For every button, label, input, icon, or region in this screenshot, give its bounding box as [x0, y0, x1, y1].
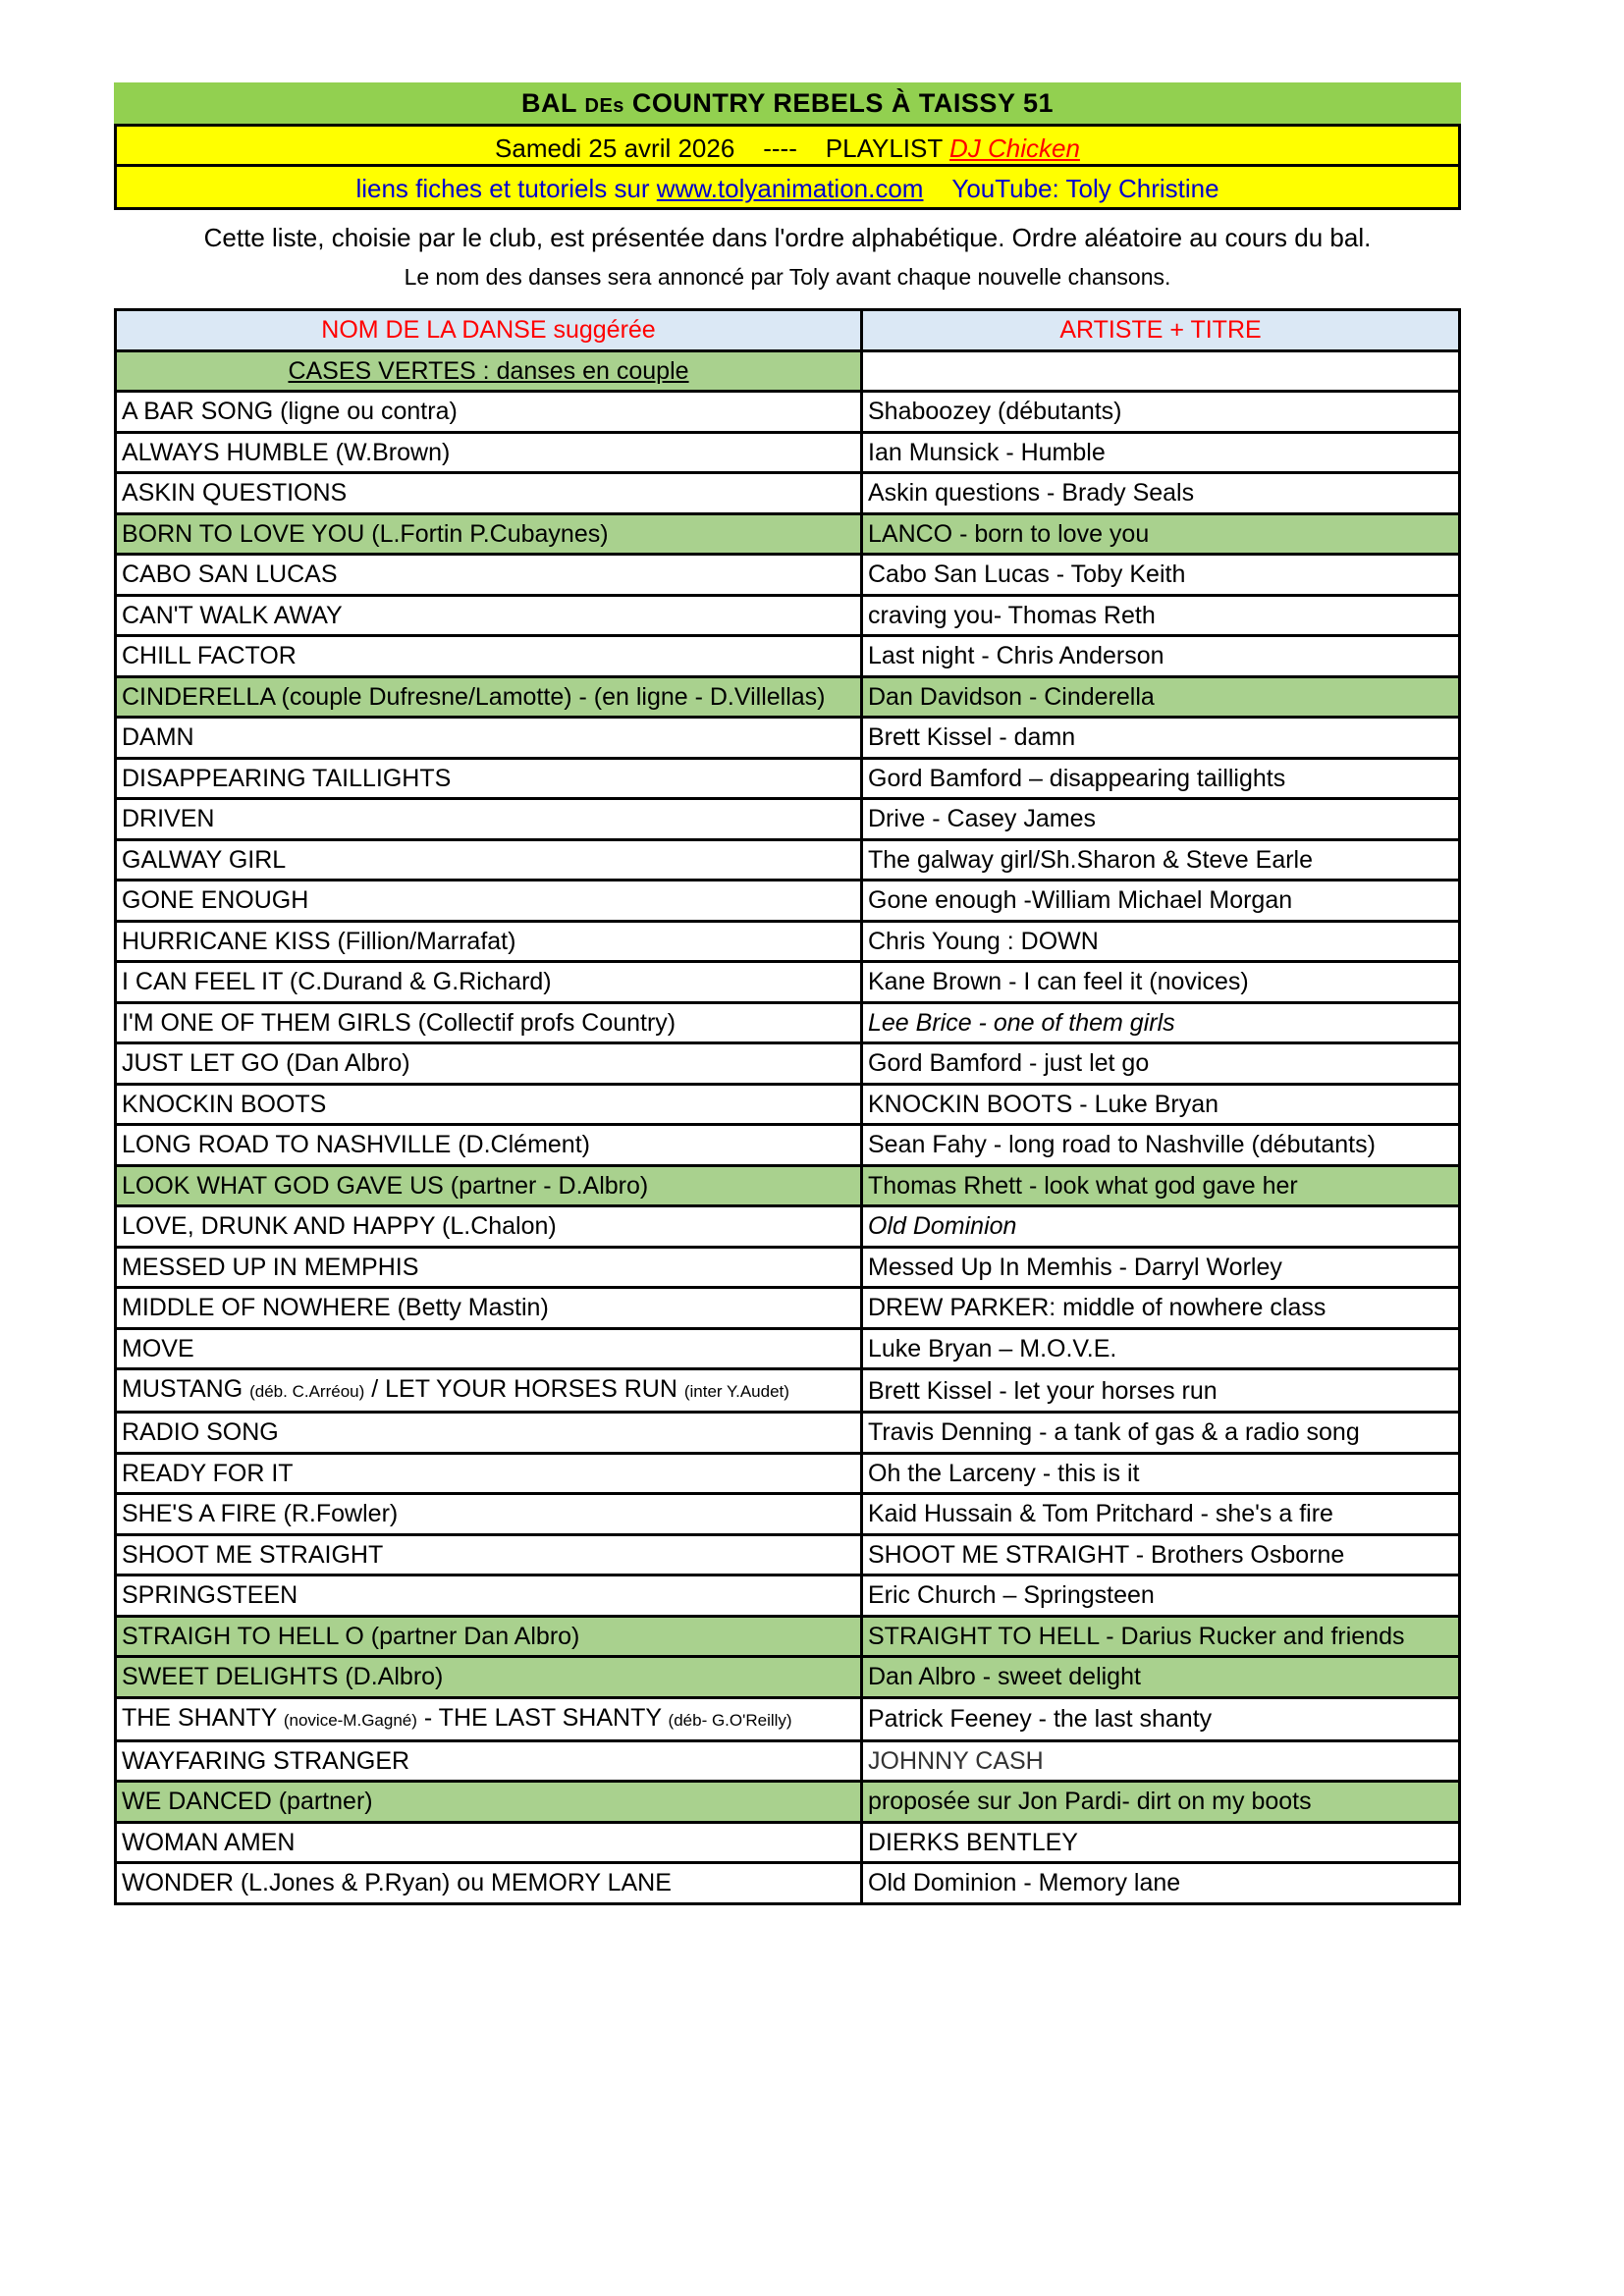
artist-title: Travis Denning - a tank of gas & a radio song	[868, 1418, 1360, 1447]
dance-name-cell	[116, 921, 862, 962]
artist-title-cell	[862, 1413, 1460, 1454]
website-link[interactable]: www.tolyanimation.com	[656, 174, 924, 203]
artist-title: Chris Young : DOWN	[868, 927, 1099, 955]
dance-name: MESSED UP IN MEMPHIS	[122, 1253, 419, 1281]
artist-title-cell	[862, 392, 1460, 433]
event-title	[114, 82, 1461, 124]
dance-name-cell	[116, 1494, 862, 1535]
table-row	[116, 1165, 1460, 1206]
dance-name-cell	[116, 758, 862, 799]
dance-name-cell	[116, 839, 862, 881]
artist-title-cell	[862, 1165, 1460, 1206]
dance-name: SWEET DELIGHTS (D.Albro)	[122, 1663, 444, 1691]
dance-name-cell	[116, 1206, 862, 1248]
table-row	[116, 799, 1460, 840]
table-header-row	[116, 310, 1460, 351]
dance-name: MIDDLE OF NOWHERE (Betty Mastin)	[122, 1294, 549, 1322]
artist-title-cell	[862, 555, 1460, 596]
dance-name-cell	[116, 1697, 862, 1740]
artist-title-cell	[862, 1697, 1460, 1740]
artist-title-cell	[862, 636, 1460, 677]
dance-alt-name: - THE LAST SHANTY	[416, 1703, 669, 1732]
title-post: COUNTRY REBELS À TAISSY 51	[623, 88, 1054, 118]
dance-name-cell	[116, 1534, 862, 1575]
artist-title: Eric Church – Springsteen	[868, 1581, 1155, 1610]
dance-name: WE DANCED (partner)	[122, 1788, 373, 1816]
dance-name: WAYFARING STRANGER	[122, 1746, 410, 1775]
dance-name: ALWAYS HUMBLE (W.Brown)	[122, 438, 451, 466]
artist-title-cell	[862, 1822, 1460, 1863]
dance-name: I'M ONE OF THEM GIRLS (Collectif profs Country)	[122, 1008, 677, 1037]
dance-alt-name: / LET YOUR HORSES RUN	[364, 1375, 684, 1403]
artist-title-cell	[862, 1534, 1460, 1575]
dance-name-cell	[116, 636, 862, 677]
artist-title: Last night - Chris Anderson	[868, 642, 1164, 670]
artist-title-cell	[862, 758, 1460, 799]
playlist-page	[114, 82, 1461, 1905]
dance-name-cell	[116, 1657, 862, 1698]
table-row	[116, 1125, 1460, 1166]
dance-choreographer-alt: (inter Y.Audet)	[683, 1382, 789, 1401]
dance-name-cell	[116, 1043, 862, 1085]
artist-title-cell	[862, 799, 1460, 840]
dance-name: CINDERELLA (couple Dufresne/Lamotte) - (en ligne - D.Villellas)	[122, 682, 826, 711]
dance-name-cell	[116, 1863, 862, 1904]
table-row	[116, 1740, 1460, 1782]
dj-name: DJ Chicken	[949, 133, 1080, 163]
dance-name: A BAR SONG (ligne ou contra)	[122, 398, 458, 426]
artist-title-cell	[862, 1657, 1460, 1698]
table-row	[116, 1369, 1460, 1413]
artist-title-cell	[862, 432, 1460, 473]
table-row	[116, 758, 1460, 799]
artist-title: LANCO - born to love you	[868, 519, 1150, 548]
dance-name-cell	[116, 1740, 862, 1782]
table-row	[116, 1616, 1460, 1657]
dance-name: GALWAY GIRL	[122, 845, 287, 874]
artist-title: Brett Kissel - let your horses run	[868, 1376, 1218, 1405]
dance-name-cell	[116, 962, 862, 1003]
dance-name: WONDER (L.Jones & P.Ryan) ou MEMORY LANE	[122, 1869, 672, 1897]
artist-title: DREW PARKER: middle of nowhere class	[868, 1294, 1326, 1322]
dance-name: DAMN	[122, 723, 194, 752]
artist-title: Gord Bamford – disappearing taillights	[868, 764, 1286, 792]
table-row	[116, 1084, 1460, 1125]
artist-title: Shaboozey (débutants)	[868, 398, 1122, 426]
dance-choreographer: (déb. C.Arréou)	[249, 1382, 365, 1401]
col-header-artist: ARTISTE + TITRE	[862, 310, 1460, 351]
dance-name-cell	[116, 1247, 862, 1288]
dance-name: JUST LET GO (Dan Albro)	[122, 1049, 410, 1078]
dance-name: HURRICANE KISS (Fillion/Marrafat)	[122, 927, 516, 955]
links-prefix: liens fiches et tutoriels sur	[355, 174, 657, 203]
artist-title-cell	[862, 473, 1460, 514]
dance-name: DRIVEN	[122, 805, 215, 833]
artist-title-cell	[862, 1453, 1460, 1494]
table-row	[116, 962, 1460, 1003]
artist-title: Dan Albro - sweet delight	[868, 1663, 1141, 1691]
artist-title: Brett Kissel - damn	[868, 723, 1076, 752]
table-row	[116, 1822, 1460, 1863]
artist-title: Gone enough -William Michael Morgan	[868, 886, 1293, 915]
dance-name: GONE ENOUGH	[122, 886, 309, 915]
legend-empty-cell	[862, 350, 1460, 392]
table-row	[116, 392, 1460, 433]
artist-title-cell	[862, 1002, 1460, 1043]
green-legend: CASES VERTES : danses en couple	[116, 350, 862, 392]
dance-name: MOVE	[122, 1334, 194, 1362]
artist-title-cell	[862, 1206, 1460, 1248]
artist-title: proposée sur Jon Pardi- dirt on my boots	[868, 1788, 1312, 1816]
artist-title-cell	[862, 962, 1460, 1003]
table-row	[116, 513, 1460, 555]
dance-name-cell	[116, 676, 862, 718]
dance-name-cell	[116, 881, 862, 922]
dance-name-cell	[116, 1288, 862, 1329]
dance-name: CHILL FACTOR	[122, 642, 297, 670]
table-row	[116, 1453, 1460, 1494]
artist-title-cell	[862, 513, 1460, 555]
artist-title-cell	[862, 1740, 1460, 1782]
artist-title: STRAIGHT TO HELL - Darius Rucker and friends	[868, 1622, 1405, 1650]
date-playlist-band	[114, 124, 1461, 167]
artist-title: Oh the Larceny - this is it	[868, 1459, 1140, 1487]
separator: ----	[763, 133, 797, 163]
table-row	[116, 1782, 1460, 1823]
artist-title: craving you- Thomas Reth	[868, 601, 1156, 629]
table-row	[116, 1697, 1460, 1740]
table-row	[116, 1863, 1460, 1904]
artist-title-cell	[862, 1043, 1460, 1085]
artist-title: Old Dominion	[868, 1212, 1017, 1241]
dance-name-cell	[116, 392, 862, 433]
artist-title: Patrick Feeney - the last shanty	[868, 1705, 1213, 1733]
artist-title-cell	[862, 1288, 1460, 1329]
table-row	[116, 921, 1460, 962]
artist-title-cell	[862, 1369, 1460, 1413]
artist-title: Luke Bryan – M.O.V.E.	[868, 1334, 1117, 1362]
artist-title: Lee Brice - one of them girls	[868, 1008, 1175, 1037]
playlist-table	[114, 308, 1461, 1905]
col-header-dance: NOM DE LA DANSE suggérée	[116, 310, 862, 351]
table-row	[116, 718, 1460, 759]
table-row	[116, 839, 1460, 881]
event-date: Samedi 25 avril 2026	[495, 133, 735, 163]
artist-title: JOHNNY CASH	[868, 1746, 1044, 1775]
artist-title-cell	[862, 1782, 1460, 1823]
announce-note: Le nom des danses sera annoncé par Toly avant chaque nouvelle chansons.	[404, 264, 1171, 290]
artist-title: Kane Brown - I can feel it (novices)	[868, 968, 1249, 996]
dance-name-cell	[116, 1328, 862, 1369]
table-row	[116, 1328, 1460, 1369]
artist-title-cell	[862, 676, 1460, 718]
table-row	[116, 881, 1460, 922]
dance-name-cell	[116, 595, 862, 636]
dance-name-cell	[116, 1369, 862, 1413]
table-row	[116, 676, 1460, 718]
dance-name: SHOOT ME STRAIGHT	[122, 1540, 384, 1569]
artist-title: Gord Bamford - just let go	[868, 1049, 1150, 1078]
dance-name: STRAIGH TO HELL O (partner Dan Albro)	[122, 1622, 580, 1650]
dance-name-cell	[116, 1616, 862, 1657]
dance-name: BORN TO LOVE YOU (L.Fortin P.Cubaynes)	[122, 519, 609, 548]
artist-title: DIERKS BENTLEY	[868, 1828, 1078, 1856]
playlist-label: PLAYLIST	[825, 133, 943, 163]
dance-name-cell	[116, 432, 862, 473]
artist-title-cell	[862, 921, 1460, 962]
dance-name: CAN'T WALK AWAY	[122, 601, 343, 629]
dance-name: ASKIN QUESTIONS	[122, 479, 348, 507]
artist-title: Ian Munsick - Humble	[868, 438, 1106, 466]
title-pre: BAL	[520, 88, 585, 118]
table-row	[116, 1002, 1460, 1043]
dance-name-cell	[116, 718, 862, 759]
artist-title: KNOCKIN BOOTS - Luke Bryan	[868, 1090, 1219, 1118]
dance-name: KNOCKIN BOOTS	[122, 1090, 327, 1118]
dance-name: MUSTANG	[122, 1375, 244, 1403]
dance-name: CABO SAN LUCAS	[122, 561, 338, 589]
dance-name: SHE'S A FIRE (R.Fowler)	[122, 1500, 399, 1528]
dance-name-cell	[116, 1125, 862, 1166]
artist-title-cell	[862, 1616, 1460, 1657]
dance-name: READY FOR IT	[122, 1459, 294, 1487]
dance-choreographer-alt: (déb- G.O'Reilly)	[668, 1710, 792, 1730]
table-row	[116, 555, 1460, 596]
artist-title: Old Dominion - Memory lane	[868, 1869, 1181, 1897]
artist-title: Cabo San Lucas - Toby Keith	[868, 561, 1186, 589]
dance-name: SPRINGSTEEN	[122, 1581, 298, 1610]
table-row	[116, 1657, 1460, 1698]
artist-title-cell	[862, 1494, 1460, 1535]
artist-title-cell	[862, 595, 1460, 636]
artist-title: Drive - Casey James	[868, 805, 1096, 833]
dance-name: WOMAN AMEN	[122, 1828, 296, 1856]
links-band	[114, 167, 1461, 210]
dance-name-cell	[116, 1165, 862, 1206]
dance-name: RADIO SONG	[122, 1418, 279, 1447]
artist-title: Askin questions - Brady Seals	[868, 479, 1195, 507]
artist-title-cell	[862, 718, 1460, 759]
dance-name: LOOK WHAT GOD GAVE US (partner - D.Albro)	[122, 1171, 649, 1200]
dance-name: I CAN FEEL IT (C.Durand & G.Richard)	[122, 968, 552, 996]
dance-name-cell	[116, 513, 862, 555]
dance-name-cell	[116, 1084, 862, 1125]
artist-title: The galway girl/Sh.Sharon & Steve Earle	[868, 845, 1314, 874]
dance-name: LOVE, DRUNK AND HAPPY (L.Chalon)	[122, 1212, 557, 1241]
artist-title-cell	[862, 839, 1460, 881]
table-row	[116, 1206, 1460, 1248]
table-row	[116, 1247, 1460, 1288]
table-row	[116, 1413, 1460, 1454]
table-row	[116, 636, 1460, 677]
artist-title-cell	[862, 1084, 1460, 1125]
artist-title-cell	[862, 1125, 1460, 1166]
artist-title: Sean Fahy - long road to Nashville (débutants)	[868, 1131, 1376, 1159]
dance-name-cell	[116, 1453, 862, 1494]
dance-name-cell	[116, 473, 862, 514]
artist-title-cell	[862, 881, 1460, 922]
legend-row	[116, 350, 1460, 392]
artist-title-cell	[862, 1247, 1460, 1288]
artist-title-cell	[862, 1328, 1460, 1369]
dance-name-cell	[116, 555, 862, 596]
artist-title: Dan Davidson - Cinderella	[868, 682, 1155, 711]
table-row	[116, 473, 1460, 514]
order-note: Cette liste, choisie par le club, est présentée dans l'ordre alphabétique. Ordre aléatoire au cours du bal.	[203, 223, 1372, 252]
dance-name: DISAPPEARING TAILLIGHTS	[122, 764, 452, 792]
table-row	[116, 595, 1460, 636]
artist-title: SHOOT ME STRAIGHT - Brothers Osborne	[868, 1540, 1345, 1569]
table-row	[116, 1534, 1460, 1575]
table-row	[116, 1494, 1460, 1535]
artist-title-cell	[862, 1863, 1460, 1904]
dance-name-cell	[116, 1822, 862, 1863]
dance-name-cell	[116, 1002, 862, 1043]
table-row	[116, 432, 1460, 473]
dance-name-cell	[116, 1413, 862, 1454]
table-row	[116, 1043, 1460, 1085]
dance-name-cell	[116, 1782, 862, 1823]
dance-name: THE SHANTY	[122, 1703, 284, 1732]
title-small: DEs	[584, 95, 624, 117]
dance-choreographer: (novice-M.Gagné)	[283, 1710, 417, 1730]
youtube-label: YouTube: Toly Christine	[951, 174, 1219, 203]
table-row	[116, 1575, 1460, 1617]
dance-name-cell	[116, 799, 862, 840]
dance-name: LONG ROAD TO NASHVILLE (D.Clément)	[122, 1131, 590, 1159]
artist-title: Messed Up In Memhis - Darryl Worley	[868, 1253, 1282, 1281]
artist-title-cell	[862, 1575, 1460, 1617]
table-row	[116, 1288, 1460, 1329]
dance-name-cell	[116, 1575, 862, 1617]
artist-title: Thomas Rhett - look what god gave her	[868, 1171, 1298, 1200]
artist-title: Kaid Hussain & Tom Pritchard - she's a fire	[868, 1500, 1333, 1528]
